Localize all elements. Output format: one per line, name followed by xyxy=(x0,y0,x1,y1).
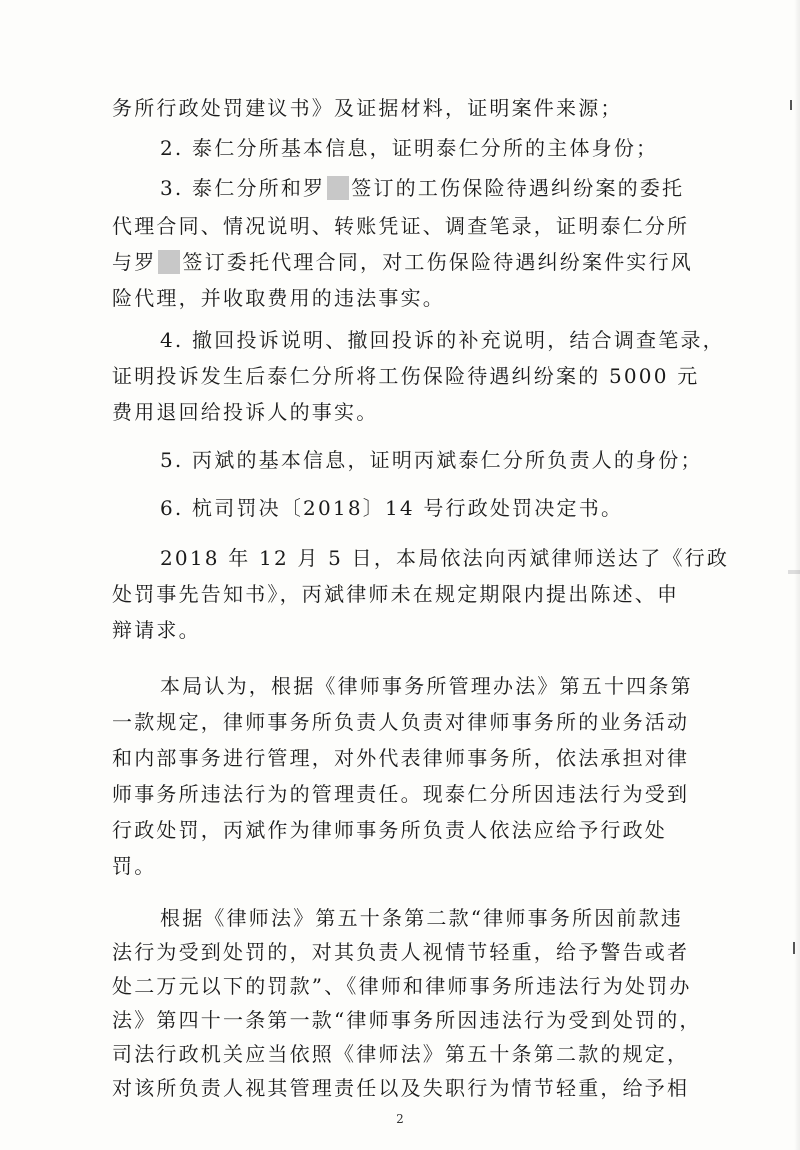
text-line: 4. 撤回投诉说明、撤回投诉的补充说明，结合调查笔录， xyxy=(160,328,725,352)
text-line: 师事务所违法行为的管理责任。现泰仁分所因违法行为受到 xyxy=(112,782,690,806)
redaction-box xyxy=(327,176,349,200)
page-number: 2 xyxy=(396,1112,404,1126)
text-line: 险代理，并收取费用的违法事实。 xyxy=(112,286,445,310)
text-line: 处罚事先告知书》，丙斌律师未在规定期限内提出陈述、申 xyxy=(112,582,680,606)
text-line: 罚。 xyxy=(112,854,157,878)
text-line: 务所行政处罚建议书》及证据材料，证明案件来源； xyxy=(112,96,623,120)
text-segment: 签订的工伤保险待遇纠纷案的委托 xyxy=(351,176,685,200)
text-line: 处二万元以下的罚款”、《律师和律师事务所违法行为处罚办 xyxy=(112,974,692,998)
text-line: 对该所负责人视其管理责任以及失职行为情节轻重，给予相 xyxy=(112,1076,690,1100)
text-line: 一款规定，律师事务所负责人负责对律师事务所的业务活动 xyxy=(112,710,690,734)
text-line: 行政处罚，丙斌作为律师事务所负责人依法应给予行政处 xyxy=(112,818,667,842)
text-line: 法》第四十一条第一款“律师事务所因违法行为受到处罚的， xyxy=(112,1008,702,1032)
text-line: 本局认为，根据《律师事务所管理办法》第五十四条第 xyxy=(160,674,693,698)
text-line: 根据《律师法》第五十条第二款“律师事务所因前款违 xyxy=(160,906,684,930)
redaction-box xyxy=(158,250,180,274)
text-line: 司法行政机关应当依照《律师法》第五十条第二款的规定， xyxy=(112,1042,690,1066)
text-line: 2. 泰仁分所基本信息，证明泰仁分所的主体身份； xyxy=(160,136,659,160)
text-segment: 签订委托代理合同，对工伤保险待遇纠纷案件实行风 xyxy=(182,250,694,274)
text-line xyxy=(160,174,712,202)
text-line: 费用退回给投诉人的事实。 xyxy=(112,400,379,424)
text-line xyxy=(112,248,712,276)
scan-artifact xyxy=(790,100,792,110)
text-line: 5. 丙斌的基本信息，证明丙斌泰仁分所负责人的身份； xyxy=(160,448,703,472)
text-line: 2018 年 12 月 5 日，本局依法向丙斌律师送达了《行政 xyxy=(160,546,730,570)
text-line: 证明投诉发生后泰仁分所将工伤保险待遇纠纷案的 5000 元 xyxy=(112,364,700,388)
text-segment: 3. 泰仁分所和罗 xyxy=(160,176,326,200)
text-line: 法行为受到处罚的，对其负责人视情节轻重，给予警告或者 xyxy=(112,940,690,964)
text-segment: 与罗 xyxy=(112,250,157,274)
text-line: 6. 杭司罚决〔2018〕14 号行政处罚决定书。 xyxy=(160,496,624,520)
page-edge-shadow xyxy=(794,0,800,1150)
text-line: 代理合同、情况说明、转账凭证、调查笔录，证明泰仁分所 xyxy=(112,214,690,238)
text-line: 辩请求。 xyxy=(112,618,201,642)
text-line: 和内部事务进行管理，对外代表律师事务所，依法承担对律 xyxy=(112,746,690,770)
